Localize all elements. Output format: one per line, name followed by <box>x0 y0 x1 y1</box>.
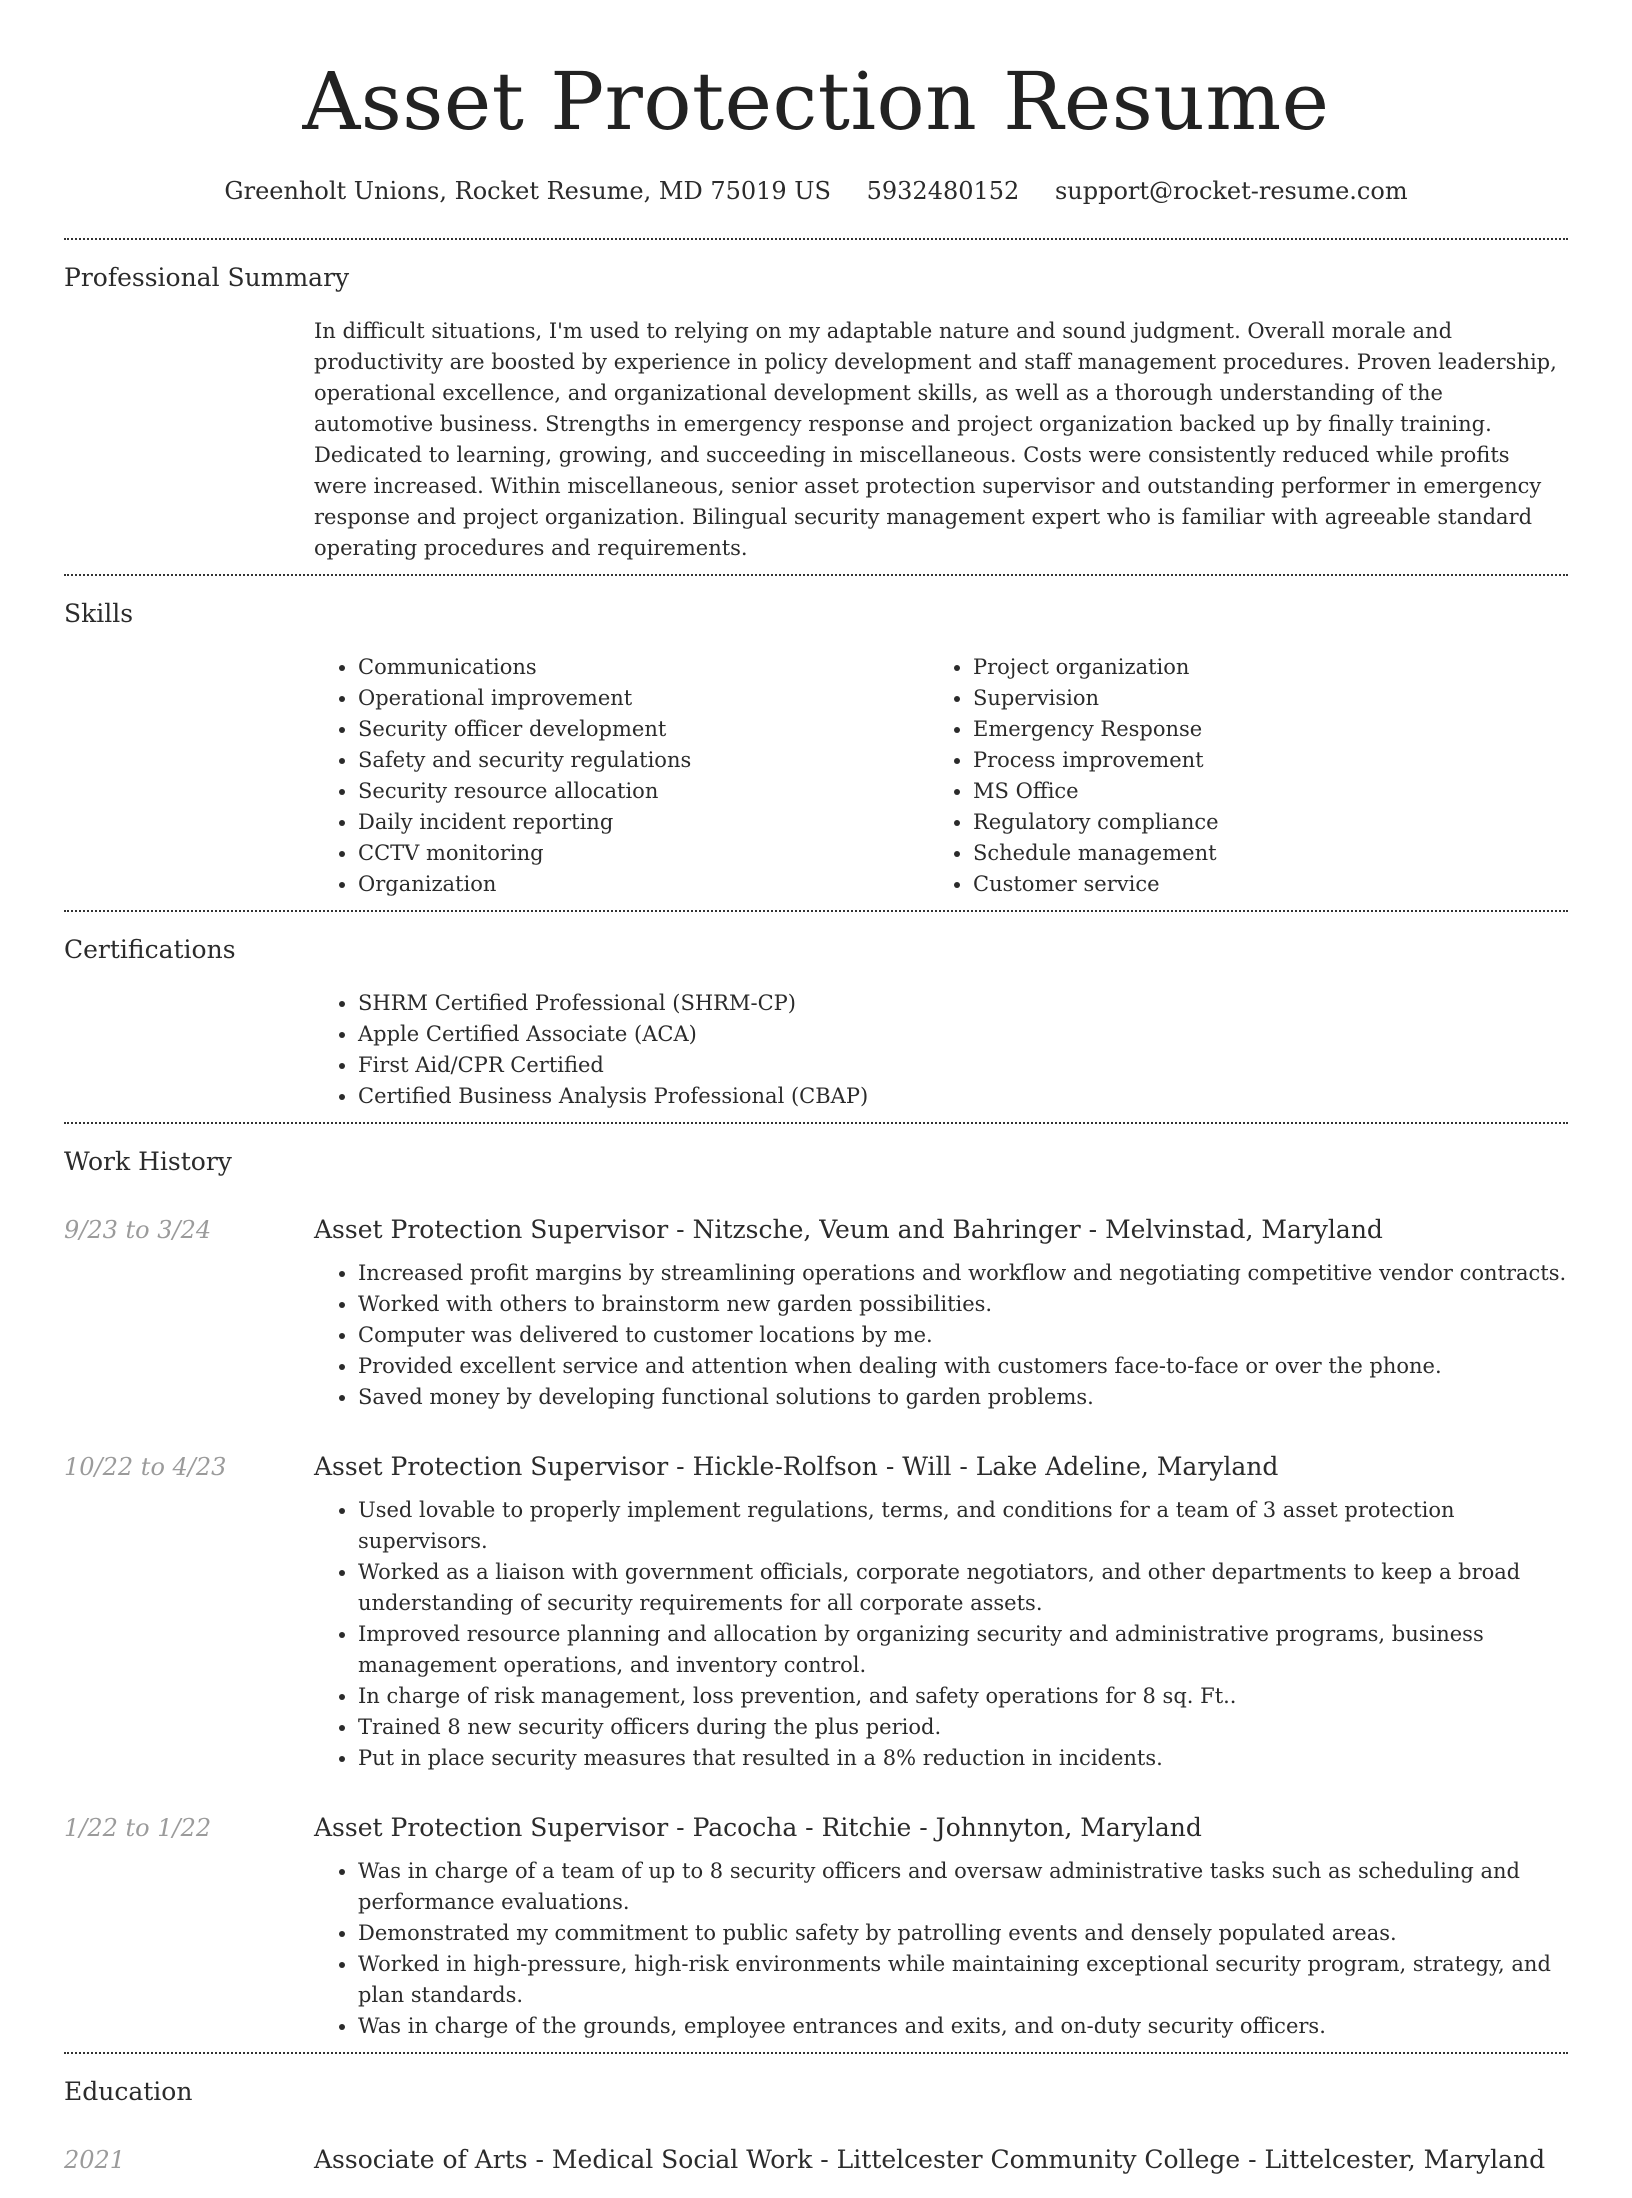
certifications-section <box>64 912 1568 1122</box>
skill-item: • Project organization <box>973 652 1544 683</box>
job-bullet: • Worked as a liaison with government officials, corporate negotiators, and other departments to keep a broad understanding of security requirements for all corporate assets. <box>358 1557 1568 1619</box>
job-bullet: • Trained 8 new security officers during the plus period. <box>358 1712 1568 1743</box>
education-heading: Education <box>64 2077 193 2106</box>
skills-list-right <box>929 652 1544 900</box>
job-bullets <box>314 1495 1568 1774</box>
skill-item: • MS Office <box>973 776 1544 807</box>
education-section <box>64 2054 1568 2198</box>
skills-column-left <box>314 652 929 900</box>
contact-line <box>64 174 1568 208</box>
skills-section <box>64 576 1568 910</box>
skill-item: • Customer service <box>973 869 1544 900</box>
skills-heading: Skills <box>64 599 134 628</box>
job-title: Asset Protection Supervisor - Nitzsche, Veum and Bahringer - Melvinstad, Maryland <box>314 1215 1383 1244</box>
skill-item: • Safety and security regulations <box>358 745 929 776</box>
resume-header <box>64 0 1568 208</box>
certifications-list <box>314 988 1568 1112</box>
certification-item: • Certified Business Analysis Professional (CBAP) <box>358 1081 1568 1112</box>
contact-email: support@rocket-resume.com <box>1054 177 1408 205</box>
job-date: 9/23 to 3/24 <box>64 1216 212 1244</box>
education-entry <box>64 2130 1568 2180</box>
skill-item: • Organization <box>358 869 929 900</box>
job-entry <box>64 1200 1568 1413</box>
job-bullet: • Used lovable to properly implement regulations, terms, and conditions for a team of 3 asset protection supervisors. <box>358 1495 1568 1557</box>
job-bullet: • Worked with others to brainstorm new garden possibilities. <box>358 1289 1568 1320</box>
job-bullet: • Increased profit margins by streamlining operations and workflow and negotiating competitive vendor contracts. <box>358 1258 1568 1289</box>
skills-list-left <box>314 652 929 900</box>
job-entry <box>64 1798 1568 2042</box>
job-bullet: • Saved money by developing functional solutions to garden problems. <box>358 1382 1568 1413</box>
job-bullets <box>314 1856 1568 2042</box>
education-title: Associate of Arts - Medical Social Work - Littelcester Community College - Littelcester, Maryland <box>314 2145 1546 2174</box>
job-bullet: • Put in place security measures that resulted in a 8% reduction in incidents. <box>358 1743 1568 1774</box>
skill-item: • Emergency Response <box>973 714 1544 745</box>
job-date: 10/22 to 4/23 <box>64 1453 227 1481</box>
skills-column-right <box>929 652 1544 900</box>
resume-title: Asset Protection Resume <box>302 55 1330 148</box>
summary-text: In difficult situations, I'm used to relying on my adaptable nature and sound judgment. Overall morale and productivity are boosted by experience in policy development and staff management procedures. Proven leadership, operational excellence, and organizational development skills, as well as a thorough understanding of the automotive business. Strengths in emergency response and project organization backed up by finally training. Dedicated to learning, growing, and succeeding in miscellaneous. Costs were consistently reduced while profits were increased. Within miscellaneous, senior asset protection supervisor and outstanding performer in emergency response and project organization. Bilingual security management expert who is familiar with agreeable standard operating procedures and requirements. <box>314 319 1557 560</box>
skill-item: • CCTV monitoring <box>358 838 929 869</box>
job-bullet: • Was in charge of the grounds, employee entrances and exits, and on-duty security officers. <box>358 2011 1568 2042</box>
summary-heading: Professional Summary <box>64 263 350 292</box>
job-bullet: • Was in charge of a team of up to 8 security officers and oversaw administrative tasks such as scheduling and performance evaluations. <box>358 1856 1568 1918</box>
contact-address: Greenholt Unions, Rocket Resume, MD 75019 US <box>224 177 831 205</box>
job-bullet: • Provided excellent service and attention when dealing with customers face-to-face or over the phone. <box>358 1351 1568 1382</box>
skills-columns <box>314 652 1568 900</box>
skill-item: • Security resource allocation <box>358 776 929 807</box>
skill-item: • Security officer development <box>358 714 929 745</box>
certifications-heading: Certifications <box>64 935 236 964</box>
job-date: 1/22 to 1/22 <box>64 1814 212 1842</box>
skill-item: • Operational improvement <box>358 683 929 714</box>
certification-item: • SHRM Certified Professional (SHRM-CP) <box>358 988 1568 1019</box>
job-title: Asset Protection Supervisor - Pacocha - Ritchie - Johnnyton, Maryland <box>314 1813 1202 1842</box>
education-date: 2021 <box>64 2146 126 2174</box>
skill-item: • Regulatory compliance <box>973 807 1544 838</box>
certification-item: • Apple Certified Associate (ACA) <box>358 1019 1568 1050</box>
work-history-body <box>64 1182 1568 2052</box>
job-bullet: • Computer was delivered to customer locations by me. <box>358 1320 1568 1351</box>
summary-body <box>314 298 1568 574</box>
work-history-heading: Work History <box>64 1147 232 1176</box>
job-bullet: • Worked in high-pressure, high-risk environments while maintaining exceptional security program, strategy, and plan standards. <box>358 1949 1568 2011</box>
work-history-section <box>64 1124 1568 2052</box>
job-bullets <box>314 1258 1568 1413</box>
job-bullet: • In charge of risk management, loss prevention, and safety operations for 8 sq. Ft.. <box>358 1681 1568 1712</box>
job-entry <box>64 1437 1568 1774</box>
education-body <box>64 2112 1568 2198</box>
job-bullet: • Demonstrated my commitment to public safety by patrolling events and densely populated areas. <box>358 1918 1568 1949</box>
skill-item: • Daily incident reporting <box>358 807 929 838</box>
summary-section <box>64 240 1568 574</box>
skills-body <box>314 634 1568 910</box>
skill-item: • Supervision <box>973 683 1544 714</box>
certifications-body <box>314 970 1568 1122</box>
certification-item: • First Aid/CPR Certified <box>358 1050 1568 1081</box>
skill-item: • Process improvement <box>973 745 1544 776</box>
job-title: Asset Protection Supervisor - Hickle-Rolfson - Will - Lake Adeline, Maryland <box>314 1452 1279 1481</box>
skill-item: • Communications <box>358 652 929 683</box>
contact-phone: 5932480152 <box>866 177 1020 205</box>
skill-item: • Schedule management <box>973 838 1544 869</box>
job-bullet: • Improved resource planning and allocation by organizing security and administrative programs, business management operations, and inventory control. <box>358 1619 1568 1681</box>
